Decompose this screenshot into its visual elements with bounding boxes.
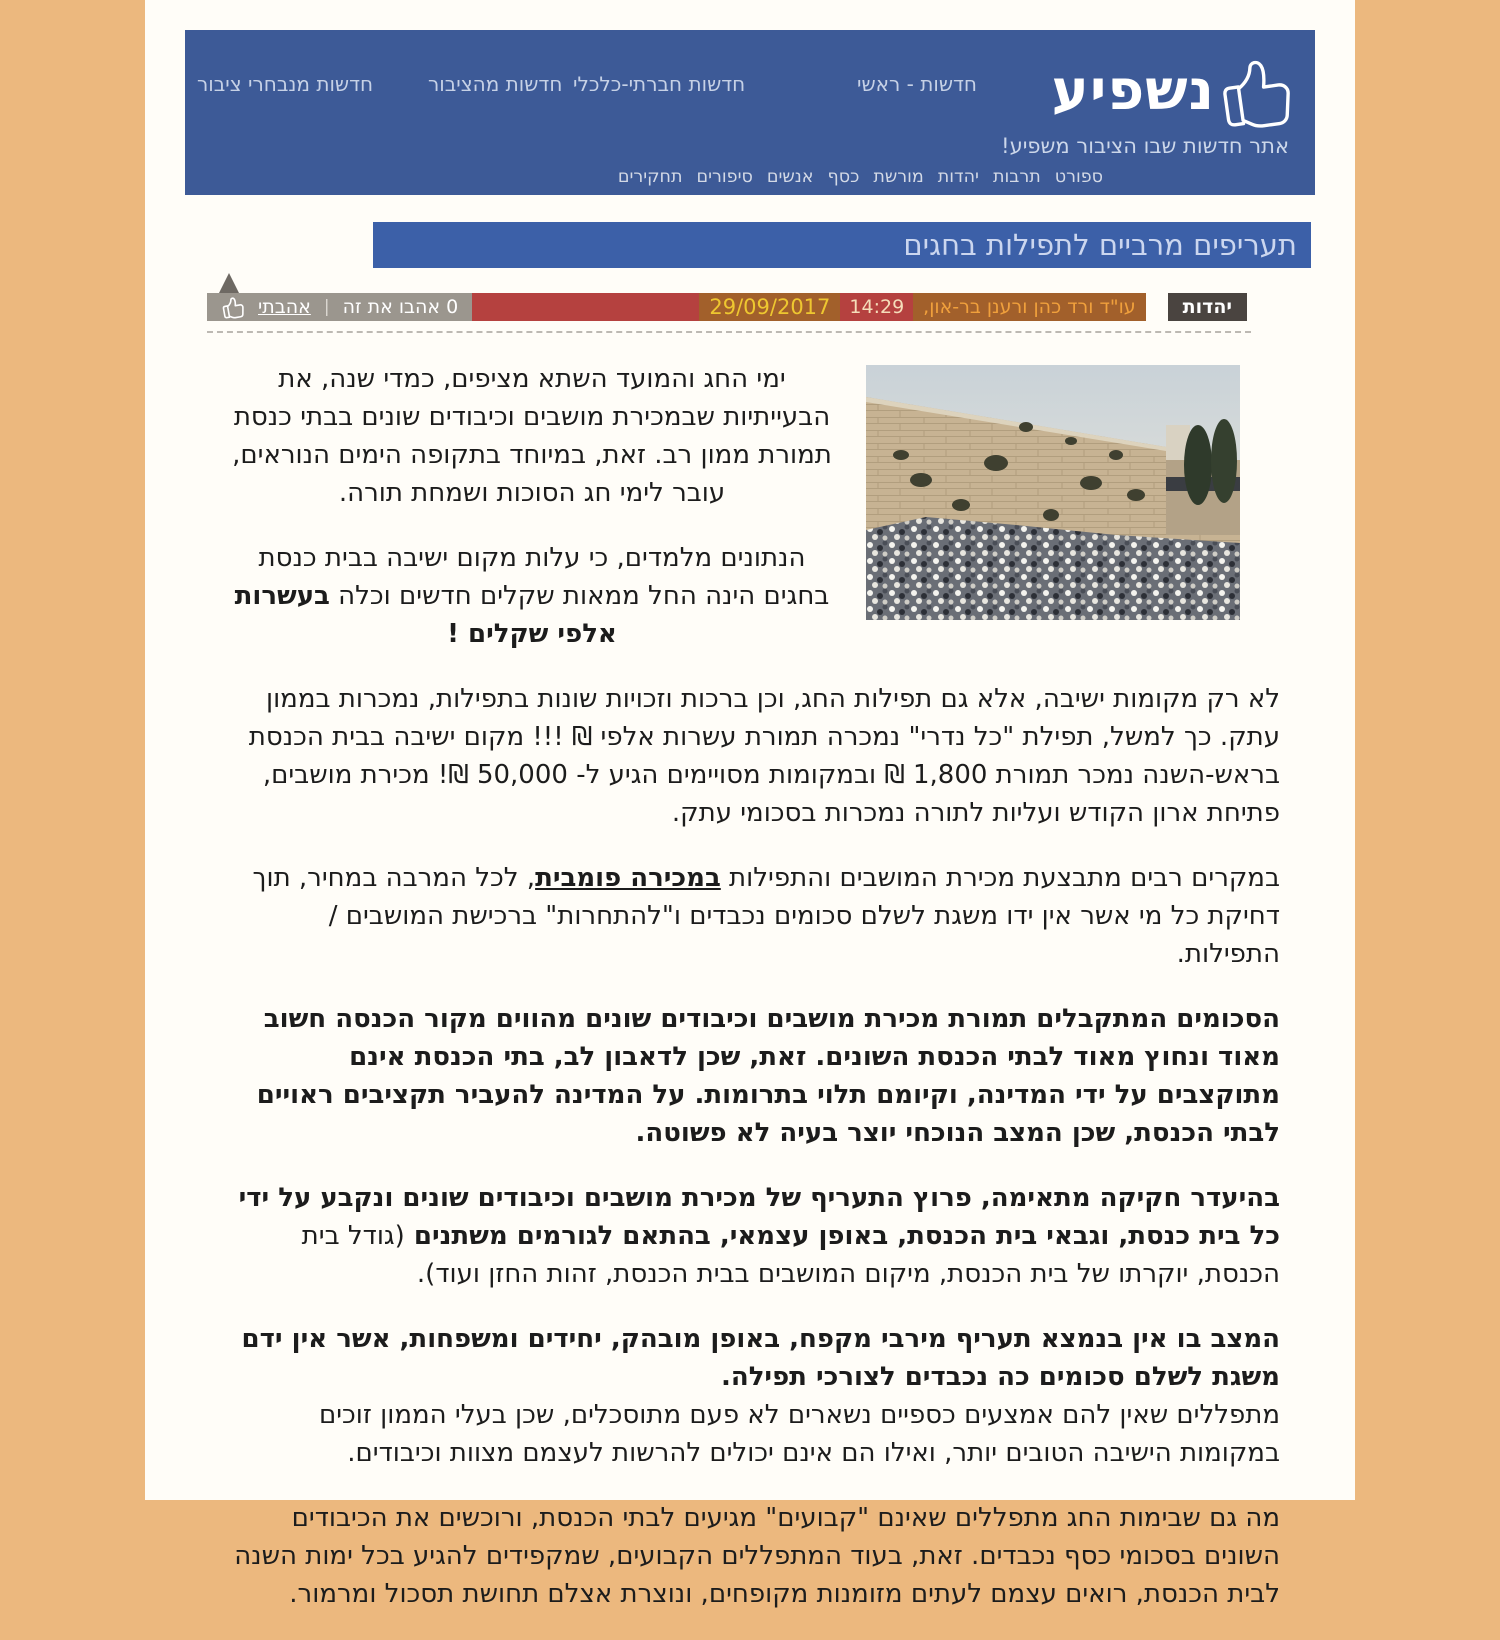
nav-item[interactable]: חדשות - ראשי <box>857 72 977 96</box>
like-section <box>207 293 472 321</box>
site-logo: נשפיע <box>1051 58 1215 123</box>
article-title-bar <box>373 222 1311 268</box>
western-wall-photo <box>866 365 1240 620</box>
publish-date: 29/09/2017 <box>699 293 840 321</box>
likes-count: 0 אהבו את זה <box>342 296 459 318</box>
thumb-up-icon[interactable] <box>219 292 247 322</box>
article-paragraph: לא רק מקומות ישיבה, אלא גם תפילות החג, וכן ברכות וזכויות שונות בתפילות, נמכרות בממון עתק. כך למשל, תפילת "כל נדרי" נמכרה תמורת עשרות אלפי ₪ !!! מקום ישיבה בבית הכנסת בראש-השנה נמכר תמורת 1,800 ₪ ובמקומות מסויימים הגיע ל- 50,000 ₪! מכירת מושבים, פתיחת ארון הקודש ועליות לתורה נמכרות בסכומי עתק. <box>248 684 1280 828</box>
subnav-item[interactable]: ספורט <box>1054 167 1103 187</box>
article-body <box>222 360 1280 1640</box>
article-paragraph: ימי החג והמועד השתא מציפים, כמדי שנה, את הבעייתיות שבמכירת מושבים וכיבודים שונים בבתי כנסת תמורת ממון רב. זאת, במיוחד בתקופה הימים הנוראים, עובר לימי חג הסוכות ושמחת תורה. <box>232 364 832 508</box>
thumb-up-icon <box>1211 43 1300 139</box>
like-pointer-triangle <box>219 273 239 293</box>
subnav-item[interactable]: תחקירים <box>617 167 683 187</box>
subnav-item[interactable]: תרבות <box>992 167 1041 187</box>
site-header <box>185 30 1315 195</box>
article-paragraph: מה גם שבימות החג מתפללים שאינם "קבועים" מגיעים לבתי הכנסת, ורוכשים את הכיבודים השונים בסכומי כסף נכבדים. זאת, בעוד המתפללים הקבועים, שמקפידים להגיע בכל ימות השנה לבית הכנסת, רואים עצמם לעתים מזומנות מקופחים, ונוצרת אצלם תחושת תסכול ומרמור. <box>234 1503 1280 1609</box>
subnav-item[interactable]: כסף <box>827 167 860 187</box>
divider: | <box>323 297 330 317</box>
site-tagline: אתר חדשות שבו הציבור משפיע! <box>1001 134 1289 158</box>
nav-item[interactable]: חדשות מנבחרי ציבור <box>197 72 374 96</box>
article-paragraph: בהיעדר חקיקה מתאימה, פרוץ התעריף של מכירת מושבים וכיבודים שונים ונקבע על ידי כל בית כנסת, וגבאי בית הכנסת, באופן עצמאי, בהתאם לגורמים משתנים (גודל בית הכנסת, יוקרתו של בית הכנסת, מיקום המושבים בבית הכנסת, זהות החזן ועוד). <box>238 1183 1280 1289</box>
sub-nav <box>618 167 1103 187</box>
subnav-item[interactable]: אנשים <box>766 167 814 187</box>
subnav-item[interactable]: מורשת <box>873 167 924 187</box>
meta-filler-strip <box>472 293 699 321</box>
author-byline[interactable]: עו"ד ורד כהן ורענן בר-און, <box>913 293 1146 321</box>
site-brand[interactable] <box>1052 48 1295 134</box>
article-title: תעריפים מרביים לתפילות בחגים <box>903 228 1297 262</box>
nav-item[interactable]: חדשות חברתי-כלכלי <box>573 72 746 96</box>
meta-gap <box>1146 293 1168 321</box>
article-paragraph: הנתונים מלמדים, כי עלות מקום ישיבה בבית כנסת בחגים הינה החל ממאות שקלים חדשים וכלה בעשרות אלפי שקלים ! <box>234 543 830 649</box>
article-paragraph: במקרים רבים מתבצעת מכירת המושבים והתפילות במכירה פומבית, לכל המרבה במחיר, תוך דחיקת כל מי אשר אין ידו משגת לשלם סכומים נכבדים ו"להתחרות" ברכישת המושבים / התפילות. <box>252 863 1280 969</box>
article-paragraph: הסכומים המתקבלים תמורת מכירת מושבים וכיבודים שונים מהווים מקור הכנסה חשוב מאוד ונחוץ מאוד לבתי הכנסת השונים. זאת, שכן לדאבון לב, בתי הכנסת אינם מתוקצבים על ידי המדינה, וקיומם תלוי בתרומות. על המדינה להעביר תקציבים ראויים לבתי הכנסת, שכן המצב הנוכחי יוצר בעיה לא פשוטה. <box>256 1004 1280 1148</box>
subnav-item[interactable]: יהדות <box>937 167 979 187</box>
dotted-separator <box>207 331 1251 333</box>
article-meta-bar <box>207 293 1247 321</box>
like-button[interactable]: אהבתי <box>258 296 311 318</box>
article-paragraph: המצב בו אין בנמצא תעריף מירבי מקפח, באופן מובהק, יחידים ומשפחות, אשר אין ידם משגת לשלם סכומים כה נכבדים לצורכי תפילה. מתפללים שאין להם אמצעים כספיים נשארים לא פעם מתוסכלים, שכן בעלי הממון זוכים במקומות הישיבה הטובים יותר, ואילו הם אינם יכולים להרשות לעצמם מצוות וכיבודים. <box>241 1324 1280 1468</box>
nav-item[interactable]: חדשות מהציבור <box>428 72 563 96</box>
category-badge[interactable]: יהדות <box>1168 293 1247 321</box>
subnav-item[interactable]: סיפורים <box>696 167 753 187</box>
publish-time: 14:29 <box>840 293 913 321</box>
page <box>145 0 1355 1609</box>
